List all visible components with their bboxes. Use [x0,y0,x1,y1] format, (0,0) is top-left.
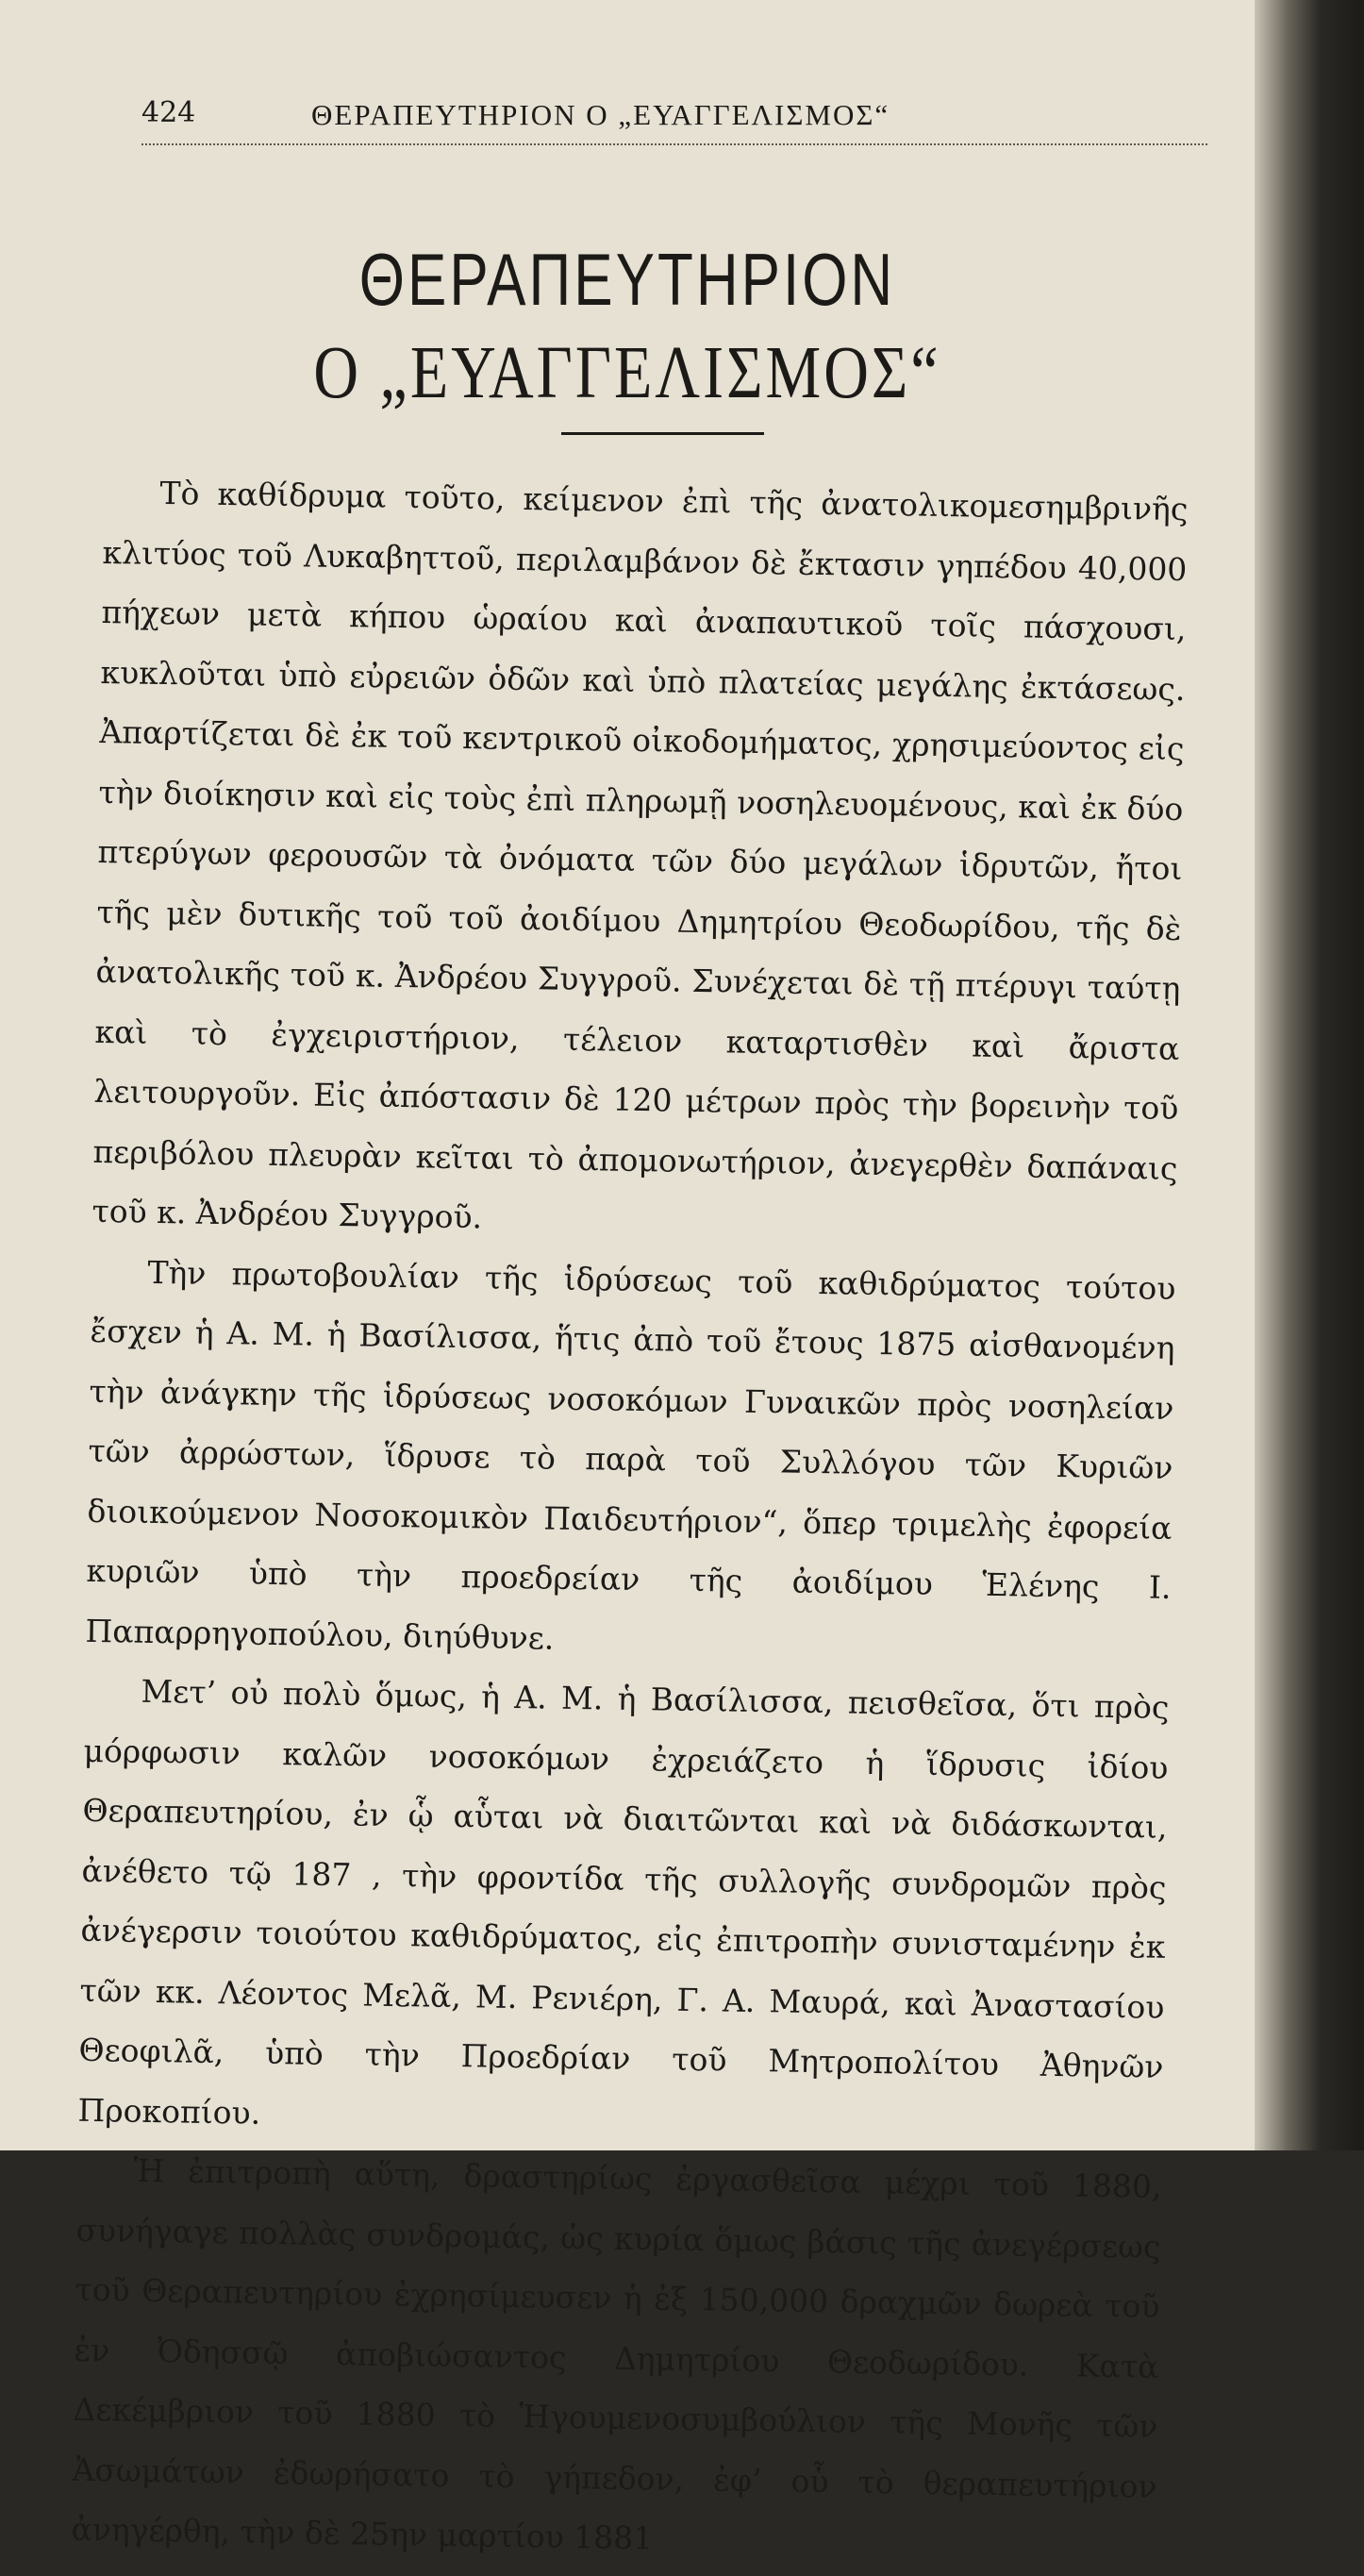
book-binding-edge [1255,0,1364,2150]
paragraph: Ἡ ἐπιτροπὴ αὕτη, δραστηρίως ἐργασθεῖσα μέχρι τοῦ 1880, συνήγαγε πολλὰς συνδρομάς, ὡς κυρία ὅμως βάσις τῆς ἀνεγέρσεως τοῦ Θεραπευτηρίου ἐχρησίμευσεν ἡ ἐξ 150,000 δραχμῶν δωρεὰ τοῦ ἐν Ὀδησσῷ ἀποβιώσαντος Δημητρίου Θεοδωρίδου. Κατὰ Δεκέμβριον τοῦ 1880 τὸ Ἡγουμενοσυμβούλιον τῆς Μονῆς τῶν Ἀσωμάτων ἐδωρήσατο τὸ γήπεδον, ἐφ’ οὗ τὸ θεραπευτήριον ἀνηγέρθη, τὴν δὲ 25ην μαρτίου 1881 [71,2151,1162,2557]
title-divider [561,432,764,435]
paragraph: Μετ’ οὐ πολὺ ὅμως, ἡ Α. Μ. ἡ Βασίλισσα, πεισθεῖσα, ὅτι πρὸς μόρφωσιν καλῶν νοσοκόμων ἐχρειάζετο ἡ ἵδρυσις ἰδίου Θεραπευτηρίου, ἐν ᾧ αὗται νὰ διαιτῶνται καὶ νὰ διδάσκωνται, ἀνέθετο τῷ 187 , τὴν φροντίδα τῆς συλλογῆς συνδρομῶν πρὸς ἀνέγερσιν τοιούτου καθιδρύματος, εἰς ἐπιτροπὴν συνισταμένην ἐκ τῶν κκ. Λέοντος Μελᾶ, Μ. Ρενιέρη, Γ. Α. Μαυρά, καὶ Ἀναστασίου Θεοφιλᾶ, ὑπὸ τὴν Προεδρίαν τοῦ Μητροπολίτου Ἀθηνῶν Προκοπίου. [77,1672,1170,2132]
paragraph: Τὸ καθίδρυμα τοῦτο, κείμενον ἐπὶ τῆς ἀνατολικομεσημβρινῆς κλιτύος τοῦ Λυκαβηττοῦ, περιλαμβάνον δὲ ἔκτασιν γηπέδου 40,000 πήχεων μετὰ κήπου ὡραίου καὶ ἀναπαυτικοῦ τοῖς πάσχουσι, κυκλοῦται ὑπὸ εὐρειῶν ὁδῶν καὶ ὑπὸ πλατείας μεγάλης ἐκτάσεως. Ἀπαρτίζεται δὲ ἐκ τοῦ κεντρικοῦ οἰκοδομήματος, χρησιμεύοντος εἰς τὴν διοίκησιν καὶ εἰς τοὺς ἐπὶ πληρωμῇ νοσηλευομένους, καὶ ἐκ δύο πτερύγων φερουσῶν τὰ ὀνόματα τῶν δύο μεγάλων ἱδρυτῶν, ἤτοι τῆς μὲν δυτικῆς τοῦ τοῦ ἀοιδίμου Δημητρίου Θεοδωρίδου, τῆς δὲ ἀνατολικῆς τοῦ κ. Ἀνδρέου Συγγροῦ. Συνέχεται δὲ τῇ πτέρυγι ταύτῃ καὶ τὸ ἐγχειριστήριον, τέλειον καταρτισθὲν καὶ ἄριστα λειτουργοῦν. Εἰς ἀπόστασιν δὲ 120 μέτρων πρὸς τὴν βορεινὴν τοῦ περιβόλου πλευρὰν κεῖται τὸ ἀπομονωτήριον, ἀνεγερθὲν δαπάναις τοῦ κ. Ἀνδρέου Συγγροῦ. [91,474,1189,1236]
running-header [141,87,1207,145]
running-title: ΘΕΡΑΠΕΥΤΗΡΙΟΝ Ο „ΕΥΑΓΓΕΛΙΣΜΟΣ“ [311,98,890,131]
article-title-line-1: ΘΕΡΑΠΕΥΤΗΡΙΟΝ [358,240,896,322]
article-body [71,462,1189,2557]
paragraph: Τὴν πρωτοβουλίαν τῆς ἱδρύσεως τοῦ καθιδρύματος τούτου ἔσχεν ἡ Α. Μ. ἡ Βασίλισσα, ἥτις ἀπὸ τοῦ ἔτους 1875 αἰσθανομένη τὴν ἀνάγκην τῆς ἱδρύσεως νοσοκόμων Γυναικῶν πρὸς νοσηλείαν τῶν ἀρρώστων, ἵδρυσε τὸ παρὰ τοῦ Συλλόγου τῶν Κυριῶν διοικούμενον Νοσοκομικὸν Παιδευτήριον“, ὅπερ τριμελὴς ἐφορεία κυριῶν ὑπὸ τὴν προεδρείαν τῆς ἀοιδίμου Ἑλένης Ι. Παπαρρηγοπούλου, διηύθυνε. [85,1253,1176,1657]
page-number: 424 [141,96,196,129]
article-title-line-2: Ο „ΕΥΑΓΓΕΛΙΣΜΟΣ“ [313,331,941,415]
